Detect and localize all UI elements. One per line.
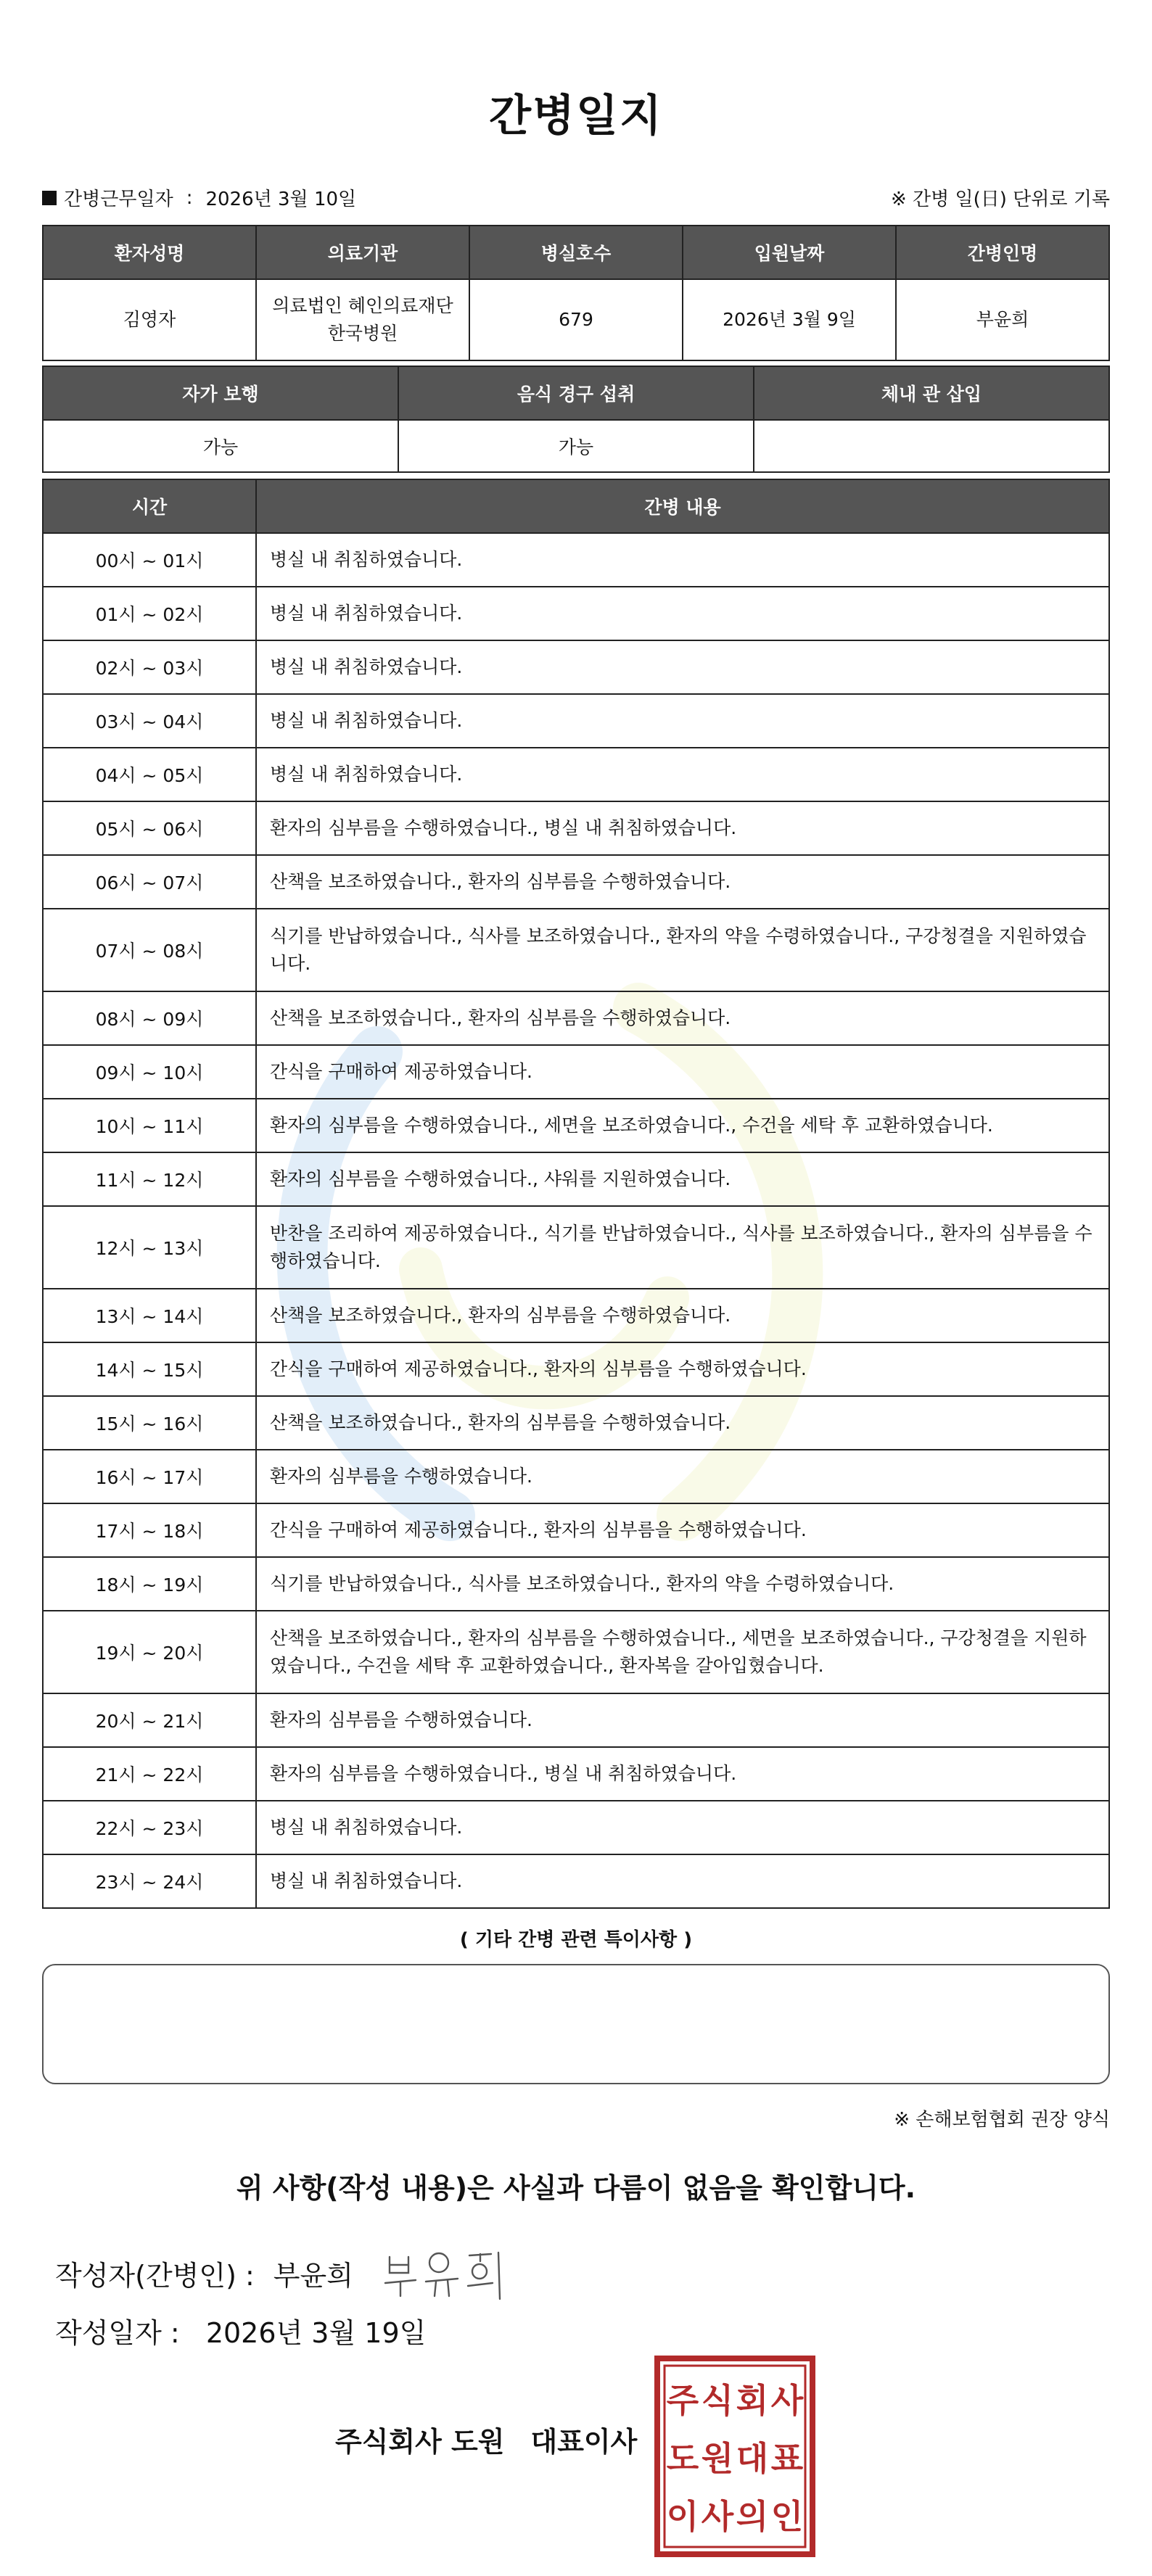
care-content-cell: 병실 내 취침하였습니다.	[256, 587, 1109, 640]
header-admission-date: 입원날짜	[683, 226, 896, 279]
table-row	[43, 1450, 1109, 1503]
table-row	[43, 855, 1109, 909]
written-date-line	[55, 2311, 426, 2350]
table-row	[43, 1801, 1109, 1854]
written-date-label: 작성일자 :	[55, 2317, 180, 2349]
time-cell: 04시 ~ 05시	[43, 748, 256, 801]
care-content-cell: 환자의 심부름을 수행하였습니다., 병실 내 취침하였습니다.	[256, 1747, 1109, 1801]
seal-character: 사	[770, 2381, 804, 2420]
care-content-cell: 간식을 구매하여 제공하였습니다., 환자의 심부름을 수행하였습니다.	[256, 1503, 1109, 1557]
writer-line	[55, 2244, 513, 2302]
time-cell: 06시 ~ 07시	[43, 855, 256, 909]
patient-info-table	[42, 225, 1110, 361]
table-row	[43, 1557, 1109, 1611]
care-content-cell: 병실 내 취침하였습니다.	[256, 1801, 1109, 1854]
seal-character: 이	[666, 2497, 699, 2536]
record-unit-note: ※ 간병 일(日) 단위로 기록	[890, 189, 1110, 210]
time-cell: 03시 ~ 04시	[43, 694, 256, 748]
care-content-cell: 산책을 보조하였습니다., 환자의 심부름을 수행하였습니다., 세면을 보조하였습니다., 구강청결을 지원하였습니다., 수건을 세탁 후 교환하였습니다., 환자복을 갈아입혔습니다.	[256, 1611, 1109, 1693]
company-line	[335, 2419, 637, 2459]
time-cell: 19시 ~ 20시	[43, 1611, 256, 1693]
signature-icon	[382, 2244, 513, 2302]
oral-intake: 가능	[398, 420, 754, 472]
care-content-cell: 환자의 심부름을 수행하였습니다., 샤워를 지원하였습니다.	[256, 1152, 1109, 1206]
table-row	[43, 1396, 1109, 1450]
seal-character: 표	[770, 2439, 804, 2478]
time-cell: 01시 ~ 02시	[43, 587, 256, 640]
care-content-cell: 병실 내 취침하였습니다.	[256, 748, 1109, 801]
work-date	[42, 184, 356, 211]
self-walking: 가능	[43, 420, 398, 472]
table-row	[43, 1503, 1109, 1557]
table-row	[43, 1206, 1109, 1289]
notes-box	[42, 1964, 1110, 2084]
form-source-note: ※ 손해보험협회 권장 양식	[894, 2109, 1110, 2131]
header-institution: 의료기관	[256, 226, 469, 279]
care-content-cell: 산책을 보조하였습니다., 환자의 심부름을 수행하였습니다.	[256, 1289, 1109, 1342]
care-content-cell: 반찬을 조리하여 제공하였습니다., 식기를 반납하였습니다., 식사를 보조하였습니다., 환자의 심부름을 수행하였습니다.	[256, 1206, 1109, 1289]
company-title: 대표이사	[530, 2426, 638, 2458]
table-row	[43, 1152, 1109, 1206]
care-content-cell: 병실 내 취침하였습니다.	[256, 640, 1109, 694]
room-number: 679	[469, 279, 683, 360]
company-name: 주식회사 도원	[335, 2426, 505, 2458]
time-cell: 09시 ~ 10시	[43, 1045, 256, 1099]
time-cell: 23시 ~ 24시	[43, 1854, 256, 1908]
work-date-separator: :	[186, 186, 193, 209]
table-row	[43, 1342, 1109, 1396]
care-content-cell: 간식을 구매하여 제공하였습니다., 환자의 심부름을 수행하였습니다.	[256, 1342, 1109, 1396]
table-row	[43, 1099, 1109, 1152]
care-content-cell: 환자의 심부름을 수행하였습니다.	[256, 1693, 1109, 1747]
patient-name: 김영자	[43, 279, 256, 360]
seal-character: 인	[770, 2497, 804, 2536]
time-cell: 20시 ~ 21시	[43, 1693, 256, 1747]
care-content-cell: 식기를 반납하였습니다., 식사를 보조하였습니다., 환자의 약을 수령하였습니다.	[256, 1557, 1109, 1611]
care-content-cell: 병실 내 취침하였습니다.	[256, 1854, 1109, 1908]
table-row	[43, 909, 1109, 991]
table-row	[43, 748, 1109, 801]
writer-label: 작성자(간병인) :	[55, 2259, 255, 2292]
care-content-cell: 환자의 심부름을 수행하였습니다., 병실 내 취침하였습니다.	[256, 801, 1109, 855]
time-cell: 22시 ~ 23시	[43, 1801, 256, 1854]
header-room-number: 병실호수	[469, 226, 683, 279]
table-row	[43, 533, 1109, 587]
time-cell: 12시 ~ 13시	[43, 1206, 256, 1289]
table-row	[43, 1693, 1109, 1747]
seal-character: 회	[736, 2381, 769, 2420]
time-cell: 18시 ~ 19시	[43, 1557, 256, 1611]
table-row	[43, 1045, 1109, 1099]
time-cell: 15시 ~ 16시	[43, 1396, 256, 1450]
work-date-value: 2026년 3월 10일	[205, 189, 357, 210]
time-cell: 05시 ~ 06시	[43, 801, 256, 855]
care-content-cell: 환자의 심부름을 수행하였습니다., 세면을 보조하였습니다., 수건을 세탁 후 교환하였습니다.	[256, 1099, 1109, 1152]
header-caregiver-name: 간병인명	[896, 226, 1109, 279]
table-row	[43, 991, 1109, 1045]
institution: 의료법인 혜인의료재단 한국병원	[256, 279, 469, 360]
header-care-content: 간병 내용	[256, 479, 1109, 533]
time-cell: 07시 ~ 08시	[43, 909, 256, 991]
time-cell: 00시 ~ 01시	[43, 533, 256, 587]
table-row	[43, 1289, 1109, 1342]
time-cell: 16시 ~ 17시	[43, 1450, 256, 1503]
table-row	[43, 587, 1109, 640]
time-cell: 10시 ~ 11시	[43, 1099, 256, 1152]
table-row	[43, 1854, 1109, 1908]
square-bullet-icon	[42, 191, 57, 205]
seal-character: 사	[701, 2497, 734, 2536]
care-content-cell: 병실 내 취침하였습니다.	[256, 694, 1109, 748]
work-date-label: 간병근무일자	[64, 189, 173, 210]
time-cell: 13시 ~ 14시	[43, 1289, 256, 1342]
writer-name: 부윤희	[273, 2259, 353, 2292]
care-content-cell: 산책을 보조하였습니다., 환자의 심부름을 수행하였습니다.	[256, 855, 1109, 909]
written-date-value: 2026년 3월 19일	[205, 2317, 427, 2349]
header-oral-intake: 음식 경구 섭취	[398, 366, 754, 420]
table-row	[43, 1611, 1109, 1693]
patient-status-table	[42, 366, 1110, 473]
seal-character: 의	[736, 2497, 769, 2536]
seal-character: 도	[666, 2439, 699, 2478]
table-row	[43, 1747, 1109, 1801]
time-cell: 11시 ~ 12시	[43, 1152, 256, 1206]
care-content-cell: 간식을 구매하여 제공하였습니다.	[256, 1045, 1109, 1099]
care-content-cell: 환자의 심부름을 수행하였습니다.	[256, 1450, 1109, 1503]
time-cell: 21시 ~ 22시	[43, 1747, 256, 1801]
page-title: 간병일지	[489, 91, 663, 141]
care-log-table	[42, 479, 1110, 1909]
confirmation-statement: 위 사항(작성 내용)은 사실과 다름이 없음을 확인합니다.	[236, 2172, 916, 2204]
table-row	[43, 801, 1109, 855]
care-content-cell: 산책을 보조하였습니다., 환자의 심부름을 수행하였습니다.	[256, 1396, 1109, 1450]
admission-date: 2026년 3월 9일	[683, 279, 896, 360]
seal-character: 식	[701, 2381, 734, 2420]
header-tube-insertion: 체내 관 삽입	[754, 366, 1109, 420]
seal-character: 주	[666, 2381, 699, 2420]
caregiver-name: 부윤희	[896, 279, 1109, 360]
care-content-cell: 식기를 반납하였습니다., 식사를 보조하였습니다., 환자의 약을 수령하였습니다., 구강청결을 지원하였습니다.	[256, 909, 1109, 991]
header-patient-name: 환자성명	[43, 226, 256, 279]
time-cell: 14시 ~ 15시	[43, 1342, 256, 1396]
time-cell: 17시 ~ 18시	[43, 1503, 256, 1557]
seal-character: 원	[701, 2439, 734, 2478]
company-seal-icon	[653, 2354, 817, 2559]
time-cell: 02시 ~ 03시	[43, 640, 256, 694]
care-content-cell: 병실 내 취침하였습니다.	[256, 533, 1109, 587]
tube-insertion	[754, 420, 1109, 472]
header-time: 시간	[43, 479, 256, 533]
seal-character: 대	[736, 2439, 769, 2478]
notes-title: ( 기타 간병 관련 특이사항 )	[459, 1929, 693, 1951]
table-row	[43, 694, 1109, 748]
header-self-walking: 자가 보행	[43, 366, 398, 420]
care-content-cell: 산책을 보조하였습니다., 환자의 심부름을 수행하였습니다.	[256, 991, 1109, 1045]
meta-row	[42, 184, 1110, 213]
time-cell: 08시 ~ 09시	[43, 991, 256, 1045]
table-row	[43, 640, 1109, 694]
